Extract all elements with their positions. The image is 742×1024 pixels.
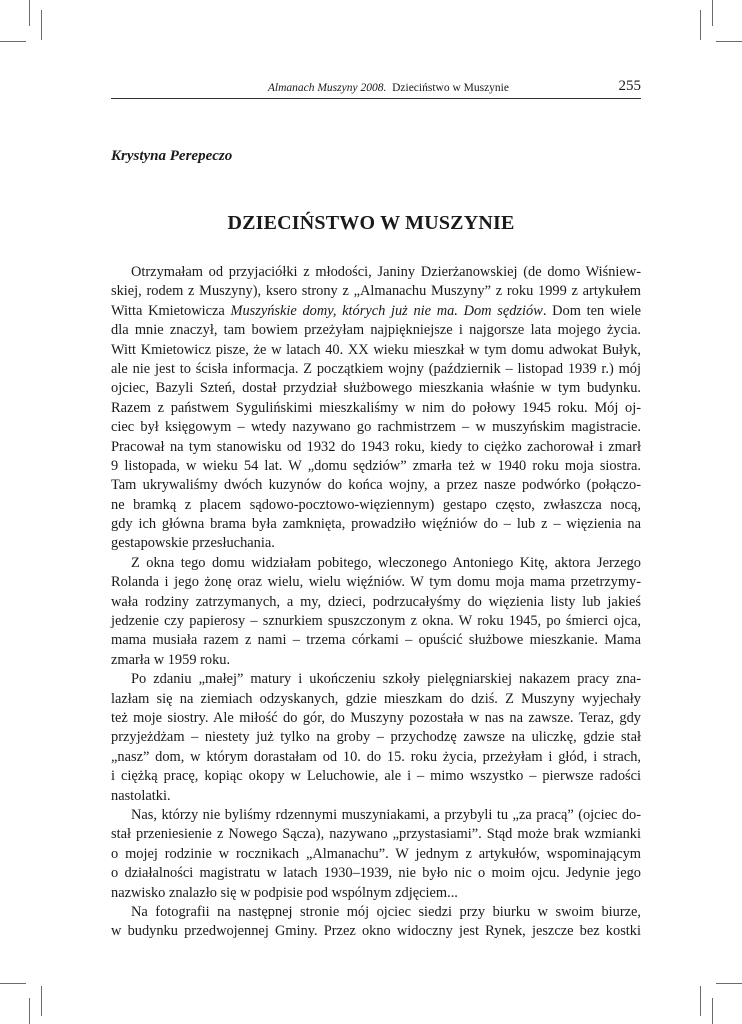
text-line: skiej, rodem z Muszyny), ksero strony z „Almanachu Muszyny” z roku 1999 z artykułem: [111, 283, 641, 300]
text-line: stał przeniesienie z Nowego Sącza), nazywano „przystasiami”. Stąd może brak wzmianki: [111, 826, 641, 843]
text-line: o działalności magistratu w latach 1930–1939, nie było nic o moim ojcu. Jedynie jego: [111, 865, 641, 882]
text-line: jedzenie czy papierosy – sznurkiem spuszczonym z okna. W roku 1945, po śmierci ojca,: [111, 613, 641, 630]
text-line: też moje siostry. Ale miłość do gór, do Muszyny pozostała w nas na zawsze. Teraz, gdy: [111, 709, 641, 726]
text-line: „nasz” dom, w którym dorastałam od 10. do 15. roku życia, przeżyłam i głód, i strach,: [111, 748, 641, 765]
text-line: Nas, którzy nie byliśmy rdzennymi muszyniakami, a przybyli tu „za pracą” (ojciec do-: [131, 806, 641, 823]
text-line: 9 listopada, w wieku 54 lat. W „domu sędziów” zmarła też w 1940 roku moja siostra.: [111, 457, 641, 474]
text-line: Otrzymałam od przyjaciółki z młodości, Janiny Dzierżanowskiej (de domo Wiśniew-: [131, 264, 641, 280]
page-number: 255: [618, 78, 641, 94]
text-line: Na fotografii na następnej stronie mój ojciec siedzi przy biurku w swoim biurze,: [131, 903, 641, 920]
crop-mark-br-v2: [700, 986, 701, 1016]
text-line: gestapowskie przesłuchania.: [111, 535, 275, 552]
text-line: i ciężką pracę, kopiąc okopy w Leluchowie, ale i – mimo wszystko – pierwsze radości: [111, 768, 641, 785]
crop-mark-bl-v: [29, 998, 30, 1024]
text-line: Witt Kmietowicz pisze, że w latach 40. XX wieku mieszkał w tym domu adwokat Bułyk,: [111, 341, 641, 358]
article-reference-title: Muszyńskie domy, których już nie ma. Dom sędziów: [230, 302, 543, 319]
text-line: mama musiała razem z nami – trzema córkami – opuścić służbowe mieszkanie. Mama: [111, 632, 641, 649]
text-line: zmarła w 1959 roku.: [111, 651, 231, 668]
text-line: Z okna tego domu widziałam pobitego, wleczonego Antoniego Kitę, aktora Jerzego: [131, 554, 641, 571]
text-line: o mojej rodzinie w rocznikach „Almanachu”. W jednym z artykułów, wspominającym: [111, 845, 641, 862]
text-line: lazłam się na ziemiach odzyskanych, gdzie mieszkam do dziś. Z Muszyny wyjechały: [111, 690, 641, 707]
text-line: nazwisko znalazło się w podpisie pod wspólnym zdjęciem...: [111, 884, 458, 901]
author-name: Krystyna Perepeczo: [111, 148, 233, 164]
running-head: [111, 80, 641, 99]
crop-mark-br-v: [712, 998, 713, 1024]
crop-mark-bl-v2: [41, 986, 42, 1016]
text-line: Razem z państwem Sygulińskimi mieszkaliśmy w nim do połowy 1945 roku. Mój oj-: [111, 399, 641, 416]
almanac-name: Almanach Muszyny 2008.: [267, 82, 387, 94]
text-line: nastolatki.: [111, 787, 171, 804]
crop-mark-tl-v2: [41, 10, 42, 40]
article-title: DZIECIŃSTWO W MUSZYNIE: [227, 212, 515, 234]
crop-mark-tr-v2: [700, 10, 701, 40]
text-line: ale nie jest to ścisła informacja. Z początkiem wojny (październik – listopad 1939 r.) mój: [111, 360, 641, 377]
text-line: ne bramką z placem sądowo-pocztowo-więziennym) gestapo często, zwłaszcza nocą,: [111, 496, 641, 513]
text-line: wała rodziny zatrzymanych, a my, dzieci, podrzucałyśmy do więzienia listy lub jakieś: [111, 593, 641, 610]
crop-mark-tr-v: [712, 0, 713, 26]
running-head-text: [268, 82, 509, 94]
text-line: gdy ich główna brama była zamknięta, prowadziło więźniów do – lub z – więzienia na: [111, 516, 641, 533]
text-segment: . Dom ten wiele: [542, 302, 641, 319]
text-line: przyjeżdżam – niestety już tylko na groby – przychodzę zawsze na uliczkę, gdzie stał: [111, 729, 641, 746]
text-line: ciec był księgowym – wtedy nazywano go rachmistrzem – w muszyńskim magistracie.: [111, 419, 641, 436]
text-line: dla mnie znaczył, tam bowiem przeżyłam najpiękniejsze i najgorsze lata mojego życia.: [111, 322, 641, 339]
text-line: Pracował na tym stanowisku od 1932 do 1943 roku, kiedy to ciężko zachorował i zmarł: [111, 438, 641, 455]
text-line: [111, 302, 641, 321]
crop-mark-tl-v: [29, 0, 30, 26]
crop-mark-bl-h: [0, 983, 26, 984]
section-name: Dzieciństwo w Muszynie: [392, 82, 509, 94]
text-segment: Witta Kmietowicza: [111, 302, 231, 319]
crop-mark-br-h: [716, 983, 742, 984]
text-line: Rolanda i jego żonę oraz wielu, wielu więźniów. W tym domu moja mama przetrzymy-: [111, 574, 641, 591]
crop-mark-tr-h: [716, 41, 742, 42]
text-line: Po zdaniu „małej” matury i ukończeniu szkoły pielęgniarskiej nakazem pracy zna-: [131, 671, 641, 688]
text-line: Tam ukrywaliśmy dwóch kuzynów do końca wojny, a przez nasze podwórko (połączo-: [111, 477, 641, 494]
article-body: [111, 263, 641, 942]
text-line: w budynku przedwojennej Gminy. Przez okno widoczny jest Rynek, jeszcze bez kostki: [111, 923, 641, 940]
crop-mark-tl-h: [0, 41, 26, 42]
text-line: ojciec, Bazyli Szteń, dostał przydział służbowego mieszkania właśnie w tym budynku.: [111, 380, 641, 397]
